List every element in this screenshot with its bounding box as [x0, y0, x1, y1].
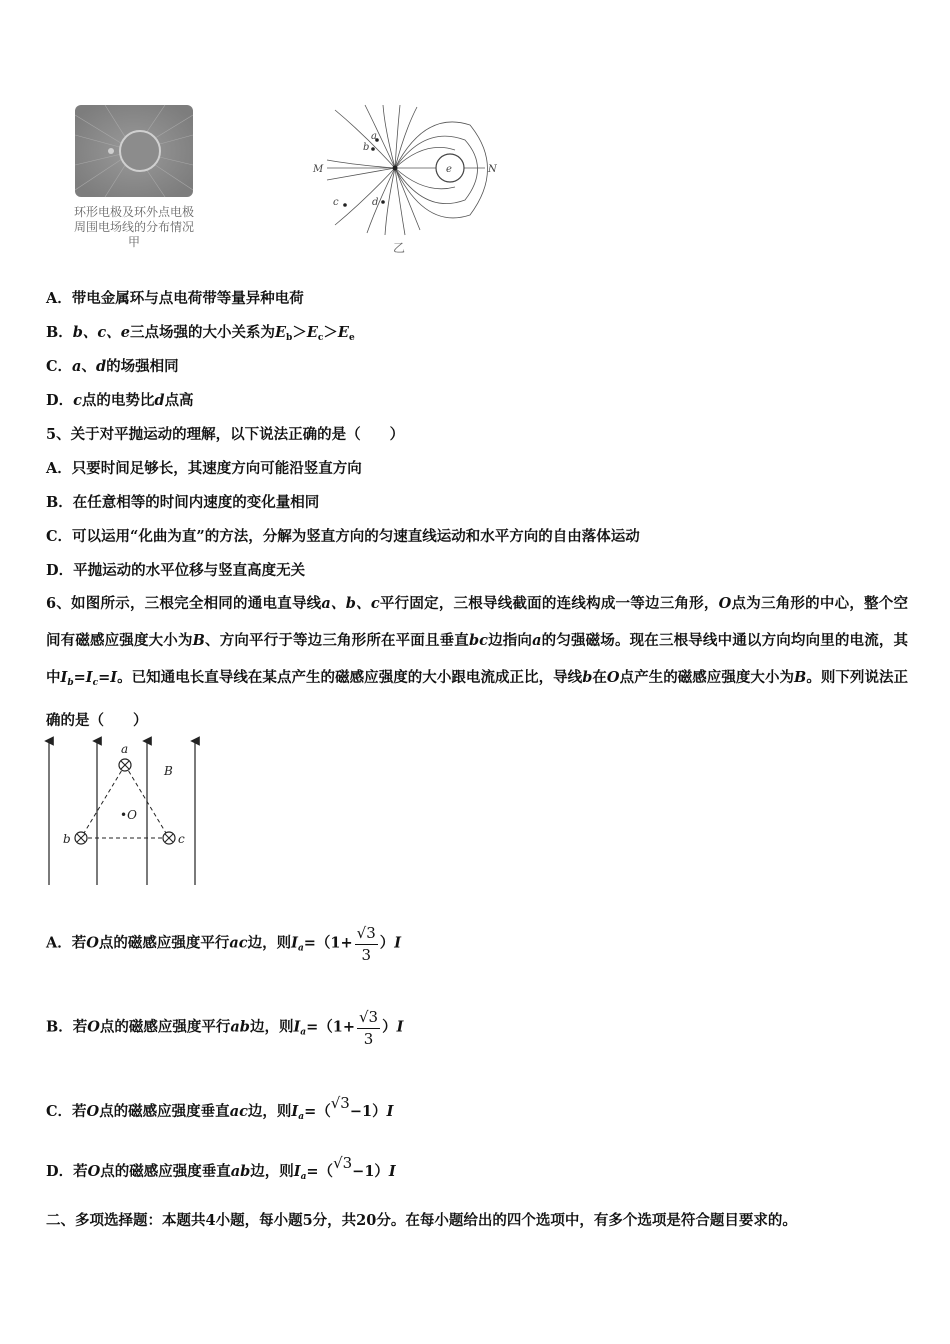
q6-b2: b	[582, 669, 593, 686]
q6d-eq: =（	[306, 1163, 334, 1180]
q6-option-b	[46, 1006, 403, 1049]
q6-sub-b: b	[67, 678, 74, 688]
q6a-eq: =（1+	[303, 934, 353, 952]
q6b-O: O	[87, 1018, 100, 1036]
q6b-den: 3	[363, 1030, 374, 1048]
q6-s2: 平行固定，三根导线截面的连线构成一等边三角形，	[379, 595, 719, 612]
q6b-sub: a	[300, 1027, 307, 1038]
q6-stem	[46, 585, 908, 739]
q4c-text: 的场强相同	[106, 358, 179, 375]
q6d-rest: −1）	[352, 1163, 389, 1180]
q6-s12: 。则下列说法正确的是（ ）	[46, 669, 909, 729]
label-c: c	[333, 197, 339, 208]
figure-jia-caption	[58, 205, 210, 250]
label-N: N	[488, 164, 497, 175]
q6b-close: ）	[382, 1018, 397, 1036]
q6-s3: 点为三角形的中心，整个空间有磁感应强度大小为	[46, 595, 909, 649]
q4b-vars: b、c、e	[72, 324, 130, 341]
q6d-side: ab	[230, 1163, 251, 1180]
q6-I: I	[110, 669, 118, 686]
q6b-num: √3	[357, 1006, 380, 1029]
q4d-mid: 点的电势比	[81, 392, 155, 409]
caption-line-3: 甲	[127, 235, 140, 249]
q4b-e2: E	[306, 324, 318, 341]
q6-s11: 点产生的磁感应强度大小为	[619, 669, 795, 686]
q6-s5: 边指向	[487, 632, 533, 649]
q6d-pre: D．若	[46, 1163, 88, 1180]
q6d-mid: 点的磁感应强度垂直	[100, 1163, 231, 1180]
q4b-s3: e	[348, 333, 355, 343]
q6b-eq: =（1+	[306, 1018, 355, 1036]
q6-s8: =	[98, 669, 111, 686]
q6c-I: I	[291, 1103, 299, 1120]
q6d-O: O	[87, 1163, 101, 1180]
q6b-I2: I	[396, 1018, 404, 1036]
caption-line-1: 环形电极及环外点电极	[73, 205, 194, 219]
q4d-end: 点高	[164, 392, 194, 409]
q6d-root: √3	[333, 1154, 353, 1172]
q6a-den: 3	[361, 946, 371, 964]
q6-B2: B	[794, 669, 807, 686]
q6d-edge: 边，则	[250, 1163, 294, 1180]
q6-Ib: I	[60, 669, 68, 686]
section-2-header: 二、多项选择题：本题共4小题，每小题5分，共20分。在每小题给出的四个选项中，有多个选项是符合题目要求的。	[46, 1212, 797, 1229]
q4b-e3: E	[337, 324, 349, 341]
q6-fig-label-a: a	[121, 742, 129, 756]
q6b-pre: B．若	[46, 1018, 88, 1036]
q6a-I: I	[291, 934, 298, 952]
q4b-gt1: ＞	[292, 324, 307, 341]
q6-s9: 。已知通电长直导线在某点产生的磁感应强度的大小跟电流成正比，导线	[117, 669, 583, 686]
q6-fig-label-O: •O	[120, 808, 137, 822]
q6c-eq: =（	[304, 1103, 331, 1120]
q6-option-a	[46, 922, 401, 965]
q6a-fraction	[355, 922, 378, 965]
q6a-side: ac	[229, 934, 248, 952]
q6b-edge: 边，则	[249, 1018, 294, 1036]
q6a-I2: I	[394, 934, 402, 952]
q6-option-c	[46, 1094, 394, 1122]
q4-option-c	[46, 355, 179, 376]
q4-option-b	[46, 321, 355, 343]
q6-sub-c: c	[92, 678, 99, 688]
q6c-O: O	[86, 1103, 100, 1120]
label-M: M	[313, 164, 324, 175]
q6-Ic: I	[85, 669, 93, 686]
q6-bc: bc	[468, 632, 488, 649]
q5-option-c: C．可以运用“化曲为直”的方法，分解为竖直方向的匀速直线运动和水平方向的自由落体运动	[46, 528, 640, 545]
wire-triangle-diagram	[40, 735, 210, 890]
q6-s1: 6、如图所示，三根完全相同的通电直导线	[46, 595, 322, 612]
q6a-mid: 点的磁感应强度平行	[98, 934, 230, 952]
q6a-sub: a	[297, 943, 304, 954]
q6d-I: I	[293, 1163, 301, 1180]
q4c-prefix: C．	[46, 358, 73, 375]
q6d-sub: a	[300, 1172, 307, 1182]
ring-electrode-photo	[75, 105, 193, 197]
q6-s10: 在	[592, 669, 607, 686]
q6-abc: a、b、c	[321, 595, 380, 612]
q6c-root: √3	[330, 1094, 350, 1112]
q6-O2: O	[606, 669, 620, 686]
q6b-side: ab	[230, 1018, 250, 1036]
q6-fig-label-B: B	[164, 764, 173, 778]
q6b-I: I	[293, 1018, 301, 1036]
q6c-rest: −1）	[349, 1103, 387, 1120]
q6-fig-label-c: c	[178, 832, 185, 846]
q4-option-d	[46, 389, 194, 410]
q6b-fraction	[357, 1006, 380, 1049]
q5-option-a: A．只要时间足够长，其速度方向可能沿竖直方向	[46, 460, 362, 477]
q6a-edge: 边，则	[247, 934, 292, 952]
caption-line-2: 周围电场线的分布情况	[73, 220, 194, 234]
q6d-I2: I	[388, 1163, 396, 1180]
q4b-s2: c	[317, 333, 324, 343]
q5-option-d: D．平抛运动的水平位移与竖直高度无关	[46, 562, 306, 579]
q6c-side: ac	[229, 1103, 248, 1120]
q6b-mid: 点的磁感应强度平行	[99, 1018, 231, 1036]
q5-stem: 5、关于对平抛运动的理解，以下说法正确的是（ ）	[46, 426, 405, 443]
q4b-s1: b	[286, 333, 293, 343]
q6c-mid: 点的磁感应强度垂直	[99, 1103, 230, 1120]
q6c-sub: a	[298, 1112, 305, 1122]
field-line-diagram	[305, 105, 505, 255]
q6-s4: 、方向平行于等边三角形所在平面且垂直	[204, 632, 469, 649]
q4b-e1: E	[274, 324, 287, 341]
q6-s6: 的匀强磁场。现在三根导线中通以方向均向里的电流，其中	[46, 632, 909, 686]
q6a-pre: A．若	[46, 934, 87, 952]
q4b-text: 三点场强的大小关系为	[129, 324, 275, 341]
q4b-prefix: B．	[46, 324, 73, 341]
q6c-I2: I	[386, 1103, 394, 1120]
q6-O: O	[718, 595, 732, 612]
q6c-edge: 边，则	[247, 1103, 292, 1120]
q6-B: B	[192, 632, 205, 649]
q5-option-b: B．在任意相等的时间内速度的变化量相同	[46, 494, 320, 511]
q4b-gt2: ＞	[323, 324, 338, 341]
figure-yi-caption: 乙	[393, 241, 406, 255]
q4c-d: d	[95, 358, 107, 375]
q4d-prefix: D．	[46, 392, 74, 409]
q6a-num: √3	[355, 922, 378, 945]
q6a-O: O	[86, 934, 99, 952]
label-a: a	[371, 131, 377, 142]
q4d-d: d	[154, 392, 165, 409]
q6-fig-label-b: b	[63, 832, 71, 846]
label-b: b	[363, 142, 370, 153]
label-d: d	[372, 197, 379, 208]
q4d-c: c	[73, 392, 82, 409]
q6-a: a	[532, 632, 542, 649]
q4c-a: a	[72, 358, 82, 375]
q4c-sep: 、	[81, 358, 96, 375]
q6-option-d	[46, 1154, 396, 1182]
q6-s7: =	[73, 669, 86, 686]
q6c-pre: C．若	[46, 1103, 87, 1120]
label-e: e	[446, 164, 452, 175]
q6a-close: ）	[379, 934, 395, 952]
q4-option-a: A．带电金属环与点电荷带等量异种电荷	[46, 290, 304, 307]
